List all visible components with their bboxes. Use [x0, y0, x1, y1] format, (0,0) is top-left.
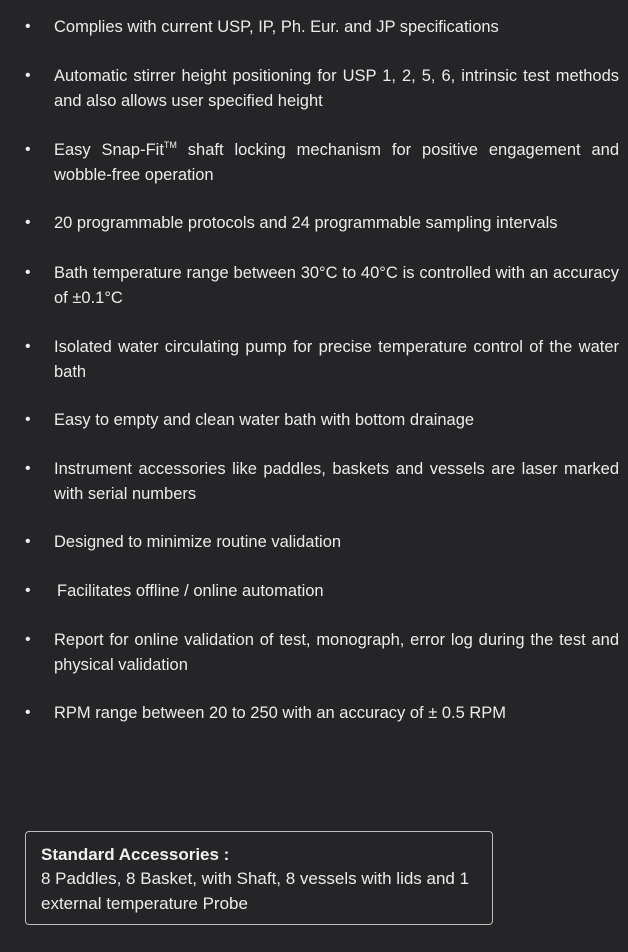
- feature-text: RPM range between 20 to 250 with an accuracy of ± 0.5 RPM: [54, 704, 507, 722]
- bullet-icon: •: [25, 582, 31, 599]
- feature-text: Report for online validation of test, monograph, error log during the test and physical validation: [54, 631, 619, 674]
- accessories-title: Standard Accessories :: [41, 845, 230, 864]
- accessories-list: 8 Paddles, 8 Basket, with Shaft, 8 vessels with lids and 1 external temperature Probe: [41, 869, 470, 913]
- feature-text: [54, 138, 619, 187]
- feature-text: Designed to minimize routine validation: [54, 533, 342, 551]
- bullet-icon: •: [25, 264, 31, 281]
- bullet-icon: •: [25, 214, 31, 231]
- bullet-icon: •: [25, 67, 31, 84]
- feature-text: Instrument accessories like paddles, baskets and vessels are laser marked with serial numbers: [54, 460, 619, 503]
- bullet-icon: •: [25, 411, 31, 428]
- feature-text: Automatic stirrer height positioning for USP 1, 2, 5, 6, intrinsic test methods and also allows user specified height: [54, 67, 619, 110]
- bullet-icon: •: [25, 141, 31, 158]
- bullet-icon: •: [25, 631, 31, 648]
- feature-text: Easy to empty and clean water bath with bottom drainage: [54, 411, 475, 429]
- bullet-icon: •: [25, 533, 31, 550]
- feature-text: Bath temperature range between 30°C to 40°C is controlled with an accuracy of ±0.1°C: [54, 264, 619, 307]
- feature-text-part: shaft locking mechanism for positive engagement and wobble-free operation: [54, 141, 619, 184]
- feature-text: Facilitates offline / online automation: [57, 582, 324, 600]
- bullet-icon: •: [25, 704, 31, 721]
- feature-text: Complies with current USP, IP, Ph. Eur. and JP specifications: [54, 18, 499, 36]
- bullet-icon: •: [25, 338, 31, 355]
- standard-accessories-box: [25, 831, 493, 925]
- feature-text-part: Easy Snap-Fit: [54, 141, 164, 159]
- trademark-superscript: TM: [163, 140, 177, 150]
- bullet-icon: •: [25, 460, 31, 477]
- feature-text: Isolated water circulating pump for precise temperature control of the water bath: [54, 338, 619, 381]
- bullet-icon: •: [25, 18, 31, 35]
- feature-text: 20 programmable protocols and 24 programmable sampling intervals: [54, 214, 558, 232]
